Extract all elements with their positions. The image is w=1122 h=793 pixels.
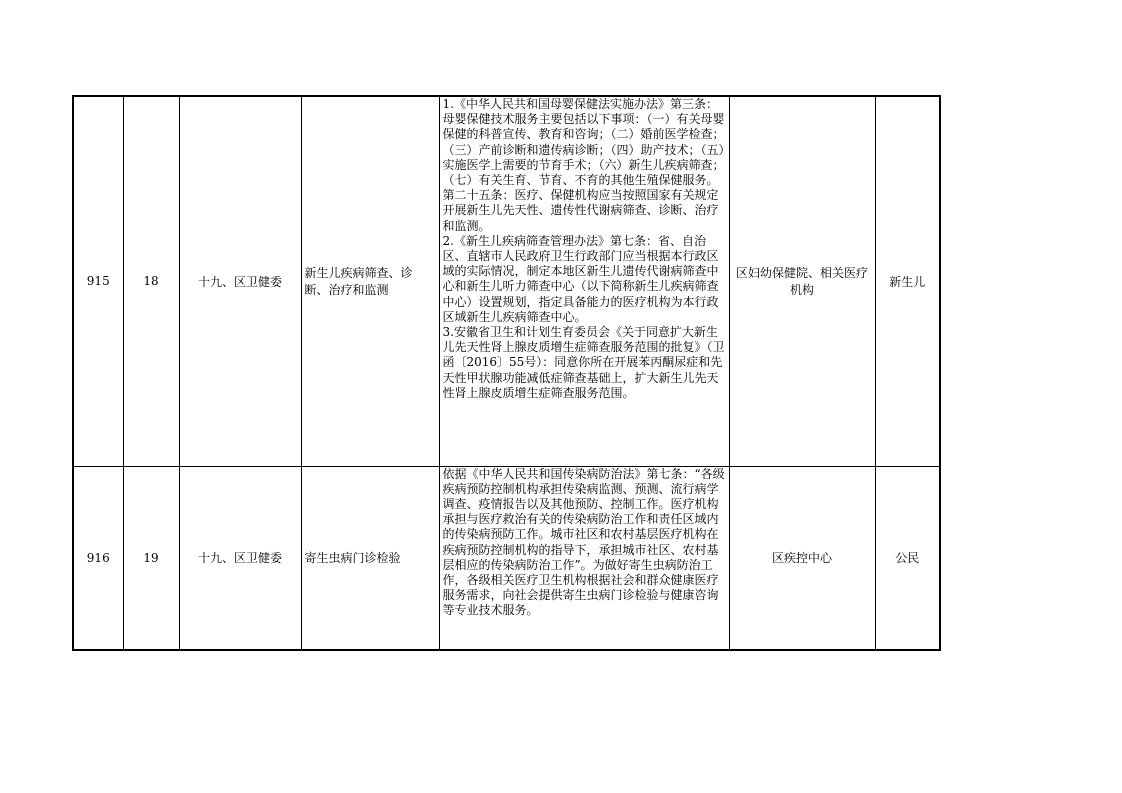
table-row (73, 466, 940, 650)
sub-seq-cell: 19 (123, 466, 179, 650)
sub-seq-cell: 18 (123, 96, 179, 466)
basis-cell: 1.《中华人民共和国母婴保健法实施办法》第三条：母婴保健技术服务主要包括以下事项：（一）有关母婴保健的科普宣传、教育和咨询；（二）婚前医学检查；（三）产前诊断和遗传病诊断；（四）助产技术；（五）实施医学上需要的节育手术；（六）新生儿疾病筛查；（七）有关生育、节育、不育的其他生殖保健服务。第二十五条：医疗、保健机构应当按照国家有关规定开展新生儿先天性、遗传性代谢病筛查、诊断、治疗和监测。 2.《新生儿疾病筛查管理办法》第七条：省、自治区、直辖市人民政府卫生行政部门应当根据本行政区域的实际情况，制定本地区新生儿遗传代谢病筛查中心和新生儿听力筛查中心（以下简称新生儿疾病筛查中心）设置规划，指定具备能力的医疗机构为本行政区域新生儿疾病筛查中心。 3.安徽省卫生和计划生育委员会《关于同意扩大新生儿先天性肾上腺皮质增生症筛查服务范围的批复》（卫函〔2016〕55号）：同意你所在开展苯丙酮尿症和先天性甲状腺功能减低症筛查基础上，扩大新生儿先天性肾上腺皮质增生症筛查服务范围。 (439, 96, 729, 466)
agency-cell: 区疾控中心 (729, 466, 875, 650)
basis-cell: 依据《中华人民共和国传染病防治法》第七条：“各级疾病预防控制机构承担传染病监测、预测、流行病学调查、疫情报告以及其他预防、控制工作。医疗机构承担与医疗救治有关的传染病防治工作和责任区域内的传染病预防工作。城市社区和农村基层医疗机构在疾病预防控制机构的指导下，承担城市社区、农村基层相应的传染病防治工作”。为做好寄生虫病防治工作，各级相关医疗卫生机构根据社会和群众健康医疗服务需求，向社会提供寄生虫病门诊检验与健康咨询等专业技术服务。 (439, 466, 729, 650)
agency-cell: 区妇幼保健院、相关医疗机构 (729, 96, 875, 466)
service-list-table (72, 95, 941, 651)
table-row (73, 96, 940, 466)
item-cell: 新生儿疾病筛查、诊断、治疗和监测 (301, 96, 439, 466)
department-cell: 十九、区卫健委 (179, 96, 301, 466)
seq-cell: 915 (73, 96, 123, 466)
target-cell: 公民 (875, 466, 940, 650)
seq-cell: 916 (73, 466, 123, 650)
item-cell: 寄生虫病门诊检验 (301, 466, 439, 650)
department-cell: 十九、区卫健委 (179, 466, 301, 650)
target-cell: 新生儿 (875, 96, 940, 466)
